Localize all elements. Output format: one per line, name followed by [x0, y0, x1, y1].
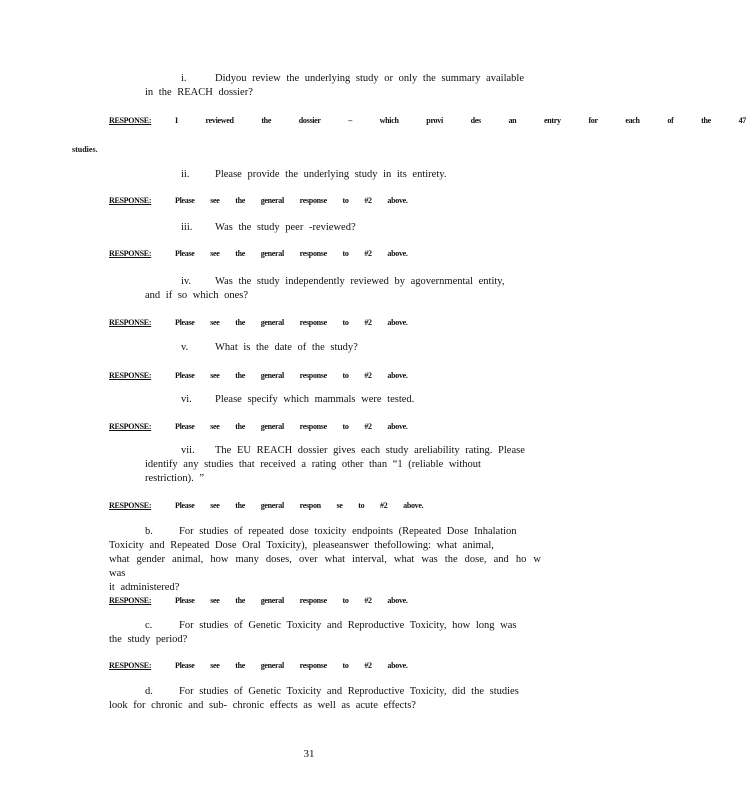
question-text-cont: and if so which ones? [145, 290, 248, 301]
question-text: Was the study peer -reviewed? [215, 222, 356, 233]
question-text-cont: in the REACH dossier? [145, 87, 253, 98]
response-text: Please see the general response to #2 above. [175, 371, 408, 380]
response-label: RESPONSE: [109, 196, 152, 205]
response-9 [109, 661, 408, 671]
question-number: v. [181, 342, 189, 353]
question-text-cont: restriction). ” [145, 473, 204, 484]
response-text: Please see the general respon se to #2 above. [175, 501, 424, 510]
question-number: b. [145, 526, 153, 537]
page-number: 31 [303, 748, 315, 760]
question-text: Please specify which mammals were tested. [215, 394, 415, 405]
response-7 [109, 501, 423, 511]
response-text: Please see the general response to #2 above. [175, 596, 408, 605]
response-5 [109, 371, 408, 381]
question-v [181, 341, 541, 355]
question-number: vii. [181, 445, 195, 456]
question-text: Didyou review the underlying study or only the summary available [215, 73, 524, 84]
response-8 [109, 596, 408, 606]
question-iv [145, 275, 533, 303]
response-6 [109, 422, 408, 432]
response-label: RESPONSE: [109, 596, 152, 605]
response-label: RESPONSE: [109, 318, 152, 327]
question-i [145, 72, 533, 100]
question-text: For studies of Genetic Toxicity and Reproductive Toxicity, did the studies [179, 686, 519, 697]
question-text: The EU REACH dossier gives each study areliability rating. Please [215, 445, 525, 456]
question-d [109, 685, 541, 713]
question-text-cont: identify any studies that received a rating other than “1 (reliable without [145, 459, 481, 470]
question-text-cont: what gender animal, how many doses, over what interval, what was the dose, and ho w was [109, 554, 541, 579]
response-text: I reviewed the dossier – which provi des an entry for each of the 47 [175, 116, 746, 125]
question-number: vi. [181, 394, 192, 405]
question-vii [145, 444, 538, 486]
question-text: For studies of repeated dose toxicity endpoints (Repeated Dose Inhalation [179, 526, 517, 537]
response-4 [109, 318, 408, 328]
stray-text: studies. [72, 145, 98, 154]
question-text-cont: the study period? [109, 634, 188, 645]
question-number: iv. [181, 276, 192, 287]
response-label: RESPONSE: [109, 371, 152, 380]
question-vi [181, 393, 541, 407]
question-number: ii. [181, 169, 190, 180]
response-text: Please see the general response to #2 above. [175, 318, 408, 327]
response-label: RESPONSE: [109, 249, 152, 258]
question-iii [181, 221, 541, 235]
response-3 [109, 249, 408, 259]
response-label: RESPONSE: [109, 661, 152, 670]
response-text: Please see the general response to #2 above. [175, 196, 408, 205]
response-text: Please see the general response to #2 above. [175, 422, 408, 431]
response-text: Please see the general response to #2 above. [175, 249, 408, 258]
question-number: iii. [181, 222, 193, 233]
question-number: d. [145, 686, 153, 697]
question-text-cont: Toxicity and Repeated Dose Oral Toxicity), pleaseanswer thefollowing: what animal, [109, 540, 494, 551]
question-text-cont: look for chronic and sub- chronic effects as well as acute effects? [109, 700, 416, 711]
question-text: For studies of Genetic Toxicity and Reproductive Toxicity, how long was [179, 620, 517, 631]
response-label: RESPONSE: [109, 501, 152, 510]
question-c [109, 619, 541, 647]
question-text: What is the date of the study? [215, 342, 358, 353]
question-ii [181, 168, 541, 182]
response-label: RESPONSE: [109, 422, 152, 431]
question-number: i. [181, 73, 187, 84]
response-text: Please see the general response to #2 above. [175, 661, 408, 670]
question-text: Was the study independently reviewed by agovernmental entity, [215, 276, 505, 287]
question-text: Please provide the underlying study in its entirety. [215, 169, 447, 180]
response-2 [109, 196, 408, 206]
response-1 [109, 116, 746, 126]
question-number: c. [145, 620, 153, 631]
response-label: RESPONSE: [109, 116, 152, 125]
question-text-cont: it administered? [109, 582, 180, 593]
question-b [109, 525, 541, 595]
